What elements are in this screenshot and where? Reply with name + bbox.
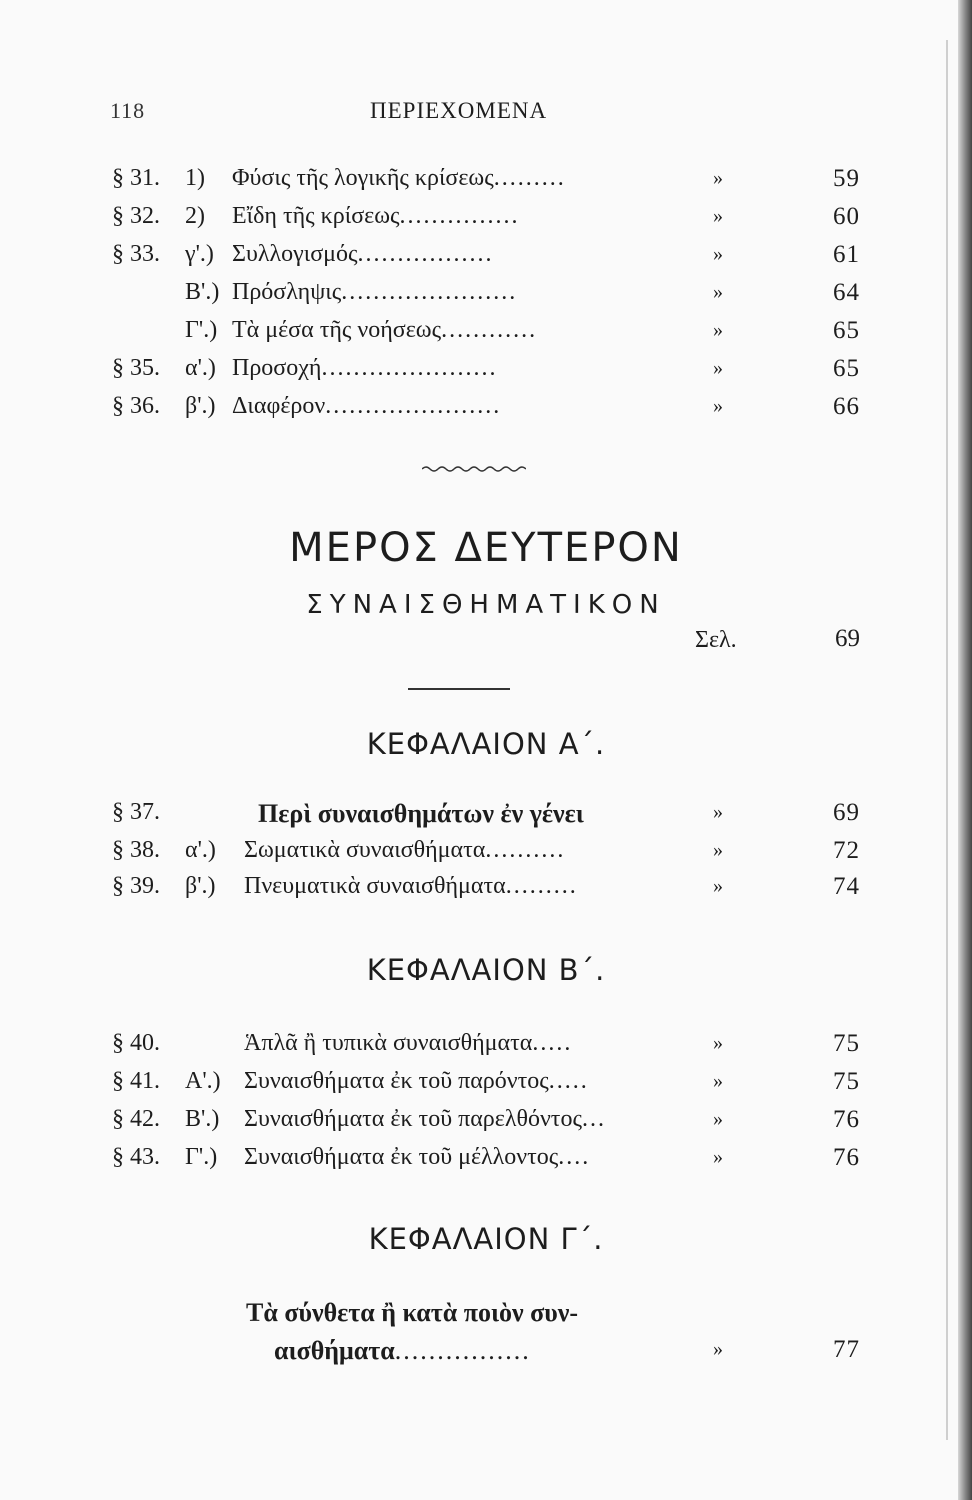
section-number: § 35. [112,355,160,381]
toc-entry [0,393,972,429]
page-ref: 72 [833,837,860,864]
section-number: § 32. [112,203,160,229]
chapter-heading: ΚΕΦΑΛΑΙΟΝ Β΄. [366,953,606,987]
section-number: § 38. [112,837,160,863]
toc-entry [0,1068,972,1104]
entry-title: Σωματικὰ συναισθήματα.......... [244,837,566,863]
ditto-mark: » [713,1338,723,1360]
page-header [110,98,870,132]
ditto-mark: » [713,1032,723,1054]
sub-number: 1) [185,165,205,191]
toc-entry [0,355,972,391]
toc-entry [0,873,972,909]
part-subtitle: ΣΥΝΑΙΣΘΗΜΑΤΙΚΟΝ [306,590,666,620]
page-ref: 76 [833,1144,860,1171]
entry-title: Προσοχή...................... [232,355,498,381]
page-ref: 77 [833,1336,860,1363]
ornamental-wave-divider [422,462,526,476]
page-ref: 75 [833,1030,860,1057]
page-label: Σελ. [695,627,737,653]
page-ref: 75 [833,1068,860,1095]
sub-number: Β'.) [185,279,220,305]
section-number: § 36. [112,393,160,419]
page-ref: 61 [833,241,860,268]
ditto-mark: » [713,875,723,897]
section-number: § 42. [112,1106,160,1132]
ditto-mark: » [713,1070,723,1092]
sub-number: β'.) [185,393,216,419]
ditto-mark: » [713,839,723,861]
entry-title: Φύσις τῆς λογικῆς κρίσεως......... [232,165,566,191]
ditto-mark: » [713,1108,723,1130]
ditto-mark: » [713,319,723,341]
sub-number: Γ'.) [185,317,218,343]
page-ref: 76 [833,1106,860,1133]
page-ref: 59 [833,165,860,192]
chapter-heading: ΚΕΦΑΛΑΙΟΝ Γ΄. [368,1222,604,1256]
page-ref: 69 [835,625,860,652]
sub-number: β'.) [185,873,216,899]
entry-title: Συναισθήματα ἐκ τοῦ μέλλοντος.... [244,1144,591,1170]
ditto-mark: » [713,205,723,227]
ditto-mark: » [713,357,723,379]
entry-title: Συλλογισμός................. [232,241,494,267]
toc-entry-line-2 [0,1336,972,1372]
entry-title: Πρόσληψις...................... [232,279,518,305]
entry-title-continued: αισθήματα................ [274,1336,531,1365]
sub-number: α'.) [185,837,216,863]
entry-title: Τὰ μέσα τῆς νοήσεως............ [232,317,538,343]
part-title: ΜΕΡΟΣ ΔΕΥΤΕΡΟΝ [289,525,683,571]
toc-entry [0,1106,972,1142]
toc-entry [0,799,972,835]
entry-title: Περὶ συναισθημάτων ἐν γένει [258,799,584,828]
entry-title: Συναισθήματα ἐκ τοῦ παρόντος..... [244,1068,589,1094]
entry-title: Πνευματικὰ συναισθήματα......... [244,873,578,899]
ditto-mark: » [713,243,723,265]
section-number: § 41. [112,1068,160,1094]
toc-entry [0,837,972,873]
toc-entry [0,317,972,353]
page-number: 118 [110,98,146,123]
entry-title: Συναισθήματα ἐκ τοῦ παρελθόντος... [244,1106,606,1132]
sub-number: γ'.) [185,241,214,267]
page-ref: 74 [833,873,860,900]
part-page-row [0,625,972,661]
page-ref: 69 [833,799,860,826]
page-ref: 66 [833,393,860,420]
toc-entry [0,203,972,239]
toc-entry [0,241,972,277]
sub-number: 2) [185,203,205,229]
section-number: § 40. [112,1030,160,1056]
toc-entry [0,165,972,201]
horizontal-rule [408,688,510,690]
ditto-mark: » [713,167,723,189]
sub-number: α'.) [185,355,216,381]
entry-title: Τὰ σύνθετα ἢ κατὰ ποιὸν συν- [246,1298,579,1327]
ditto-mark: » [713,281,723,303]
sub-number: Α'.) [185,1068,221,1094]
page-ref: 65 [833,355,860,382]
ditto-mark: » [713,1146,723,1168]
entry-title: Ἁπλᾶ ἢ τυπικὰ συναισθήματα..... [244,1030,573,1056]
toc-entry-line-1 [0,1298,972,1334]
running-title: ΠΕΡΙΕΧΟΜΕΝΑ [370,98,548,123]
page-ref: 64 [833,279,860,306]
toc-entry [0,1144,972,1180]
section-number: § 43. [112,1144,160,1170]
chapter-heading: ΚΕΦΑΛΑΙΟΝ Α΄. [366,727,606,761]
page-ref: 60 [833,203,860,230]
ditto-mark: » [713,395,723,417]
section-number: § 31. [112,165,160,191]
entry-title: Διαφέρον...................... [232,393,502,419]
toc-entry [0,1030,972,1066]
toc-entry [0,279,972,315]
sub-number: Β'.) [185,1106,220,1132]
section-number: § 33. [112,241,160,267]
sub-number: Γ'.) [185,1144,218,1170]
section-number: § 39. [112,873,160,899]
ditto-mark: » [713,801,723,823]
section-number: § 37. [112,799,160,825]
page-ref: 65 [833,317,860,344]
entry-title: Εἴδη τῆς κρίσεως............... [232,203,520,229]
